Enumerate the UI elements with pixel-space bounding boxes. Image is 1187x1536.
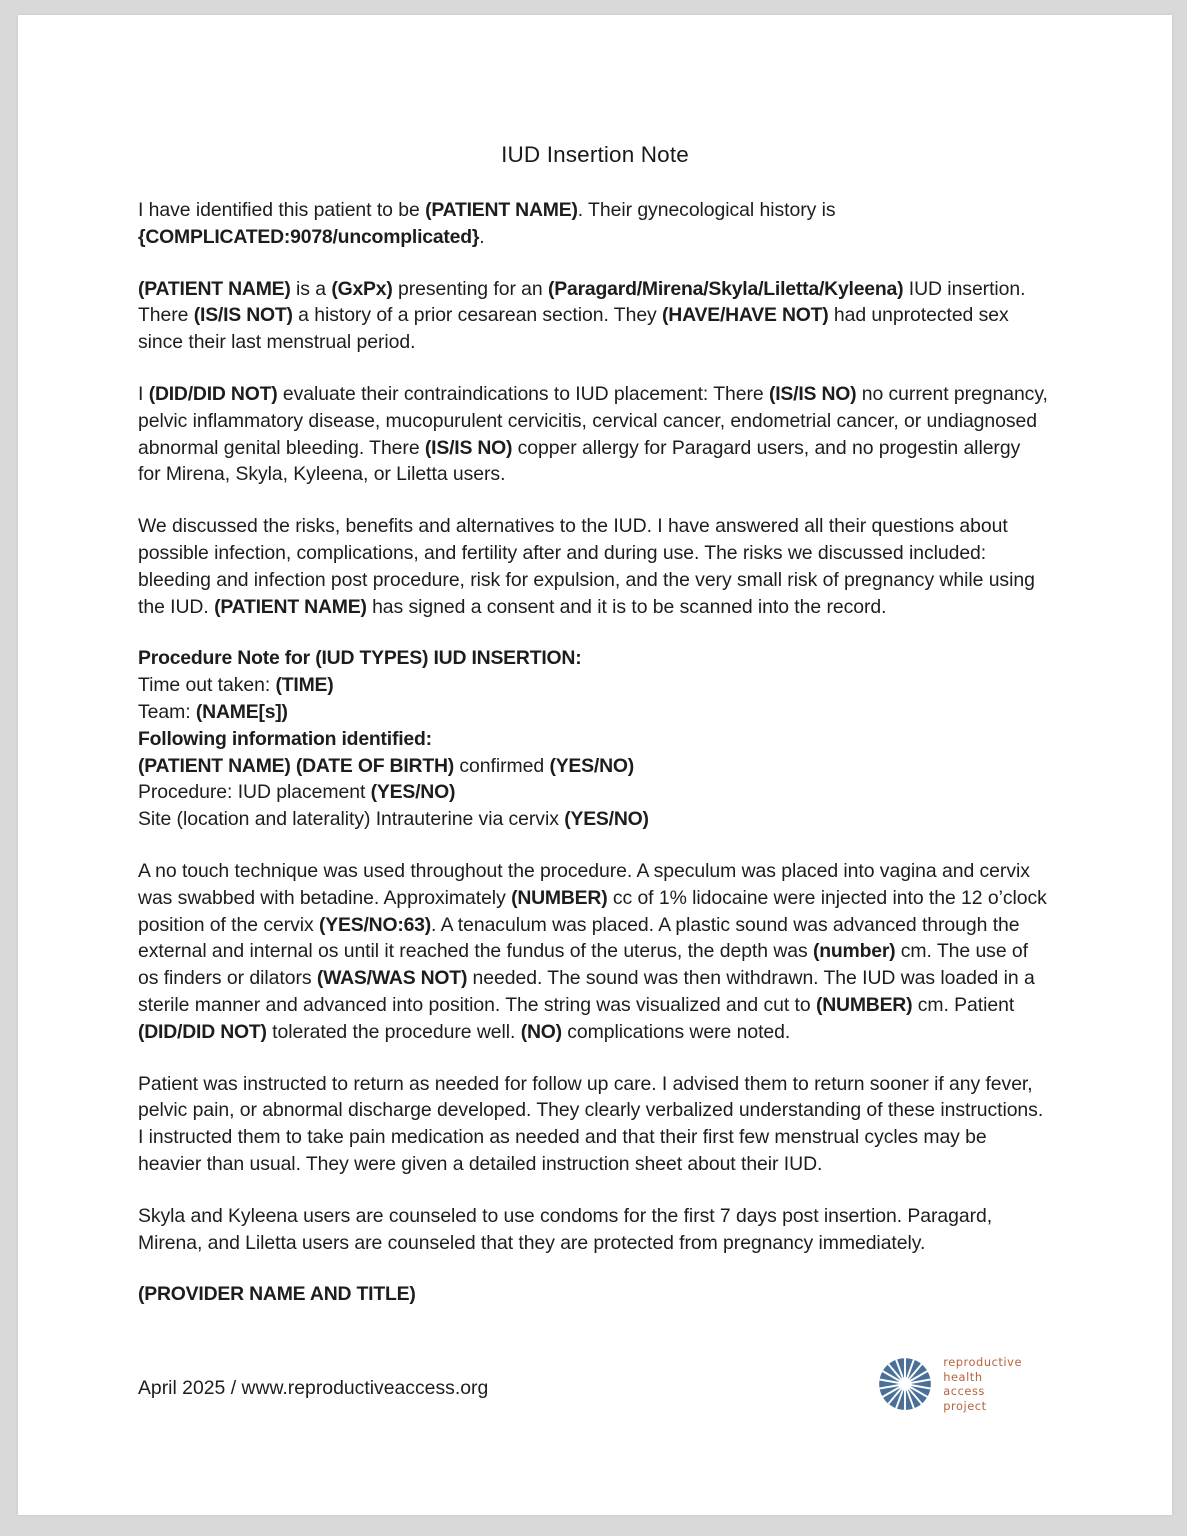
text-segment: . Their gynecological history is <box>577 199 836 221</box>
document-page <box>18 15 1172 1515</box>
text-segment: a history of a prior cesarean section. They <box>292 304 663 327</box>
line-team <box>138 699 1048 726</box>
paragraph-technique <box>138 858 1048 1046</box>
logo-line-3: access <box>943 1384 985 1399</box>
label-text: Site (location and laterality) Intrauterine via cervix <box>138 808 565 831</box>
procedure-note-heading <box>138 645 1048 672</box>
organization-logo <box>878 1355 1022 1413</box>
placeholder-string-length: (NUMBER) <box>815 993 913 1016</box>
text-segment: copper allergy for Paragard users, and no progestin allergy for Mirena, Skyla, Kyleena, or Liletta users. <box>138 436 1021 486</box>
text-segment: no current pregnancy, pelvic inflammatory disease, mucopurulent cervicitis, cervical cancer, endometrial cancer, or undiagnosed abnormal genital bleeding. There <box>138 382 1048 459</box>
document-body <box>138 197 1048 1308</box>
paragraph-consent <box>138 513 1048 620</box>
placeholder-tolerated: (DID/DID NOT) <box>138 1020 267 1043</box>
label-text: Procedure: IUD placement <box>138 781 371 804</box>
text-segment: tolerated the procedure well. <box>266 1020 521 1043</box>
text-segment: confirmed <box>454 754 550 777</box>
placeholder-yes-no-procedure: (YES/NO) <box>370 781 456 804</box>
line-identity-confirmation <box>138 753 1048 780</box>
paragraph-counseling: Skyla and Kyleena users are counseled to use condoms for the first 7 days post insertion. Paragard, Mirena, and Liletta users are counseled that they are protected from pregnancy immediately. <box>138 1204 993 1254</box>
text-segment: has signed a consent and it is to be scanned into the record. <box>366 595 887 618</box>
text-segment: cc of 1% lidocaine were injected into the 12 o’clock position of the cervix <box>138 886 1047 936</box>
text-segment: presenting for an <box>392 277 548 300</box>
logo-line-1: reproductive <box>943 1355 1022 1369</box>
placeholder-dilators-needed: (WAS/WAS NOT) <box>316 967 468 990</box>
placeholder-provider-name-title: (PROVIDER NAME AND TITLE) <box>138 1283 416 1306</box>
text-segment: I <box>138 382 149 405</box>
heading-text: Procedure Note for (IUD TYPES) IUD INSERTION: <box>138 647 582 670</box>
text-segment: had unprotected sex since their last menstrual period. <box>138 304 1009 354</box>
placeholder-gyn-history: {COMPLICATED:9078/uncomplicated} <box>138 225 480 248</box>
text-segment: evaluate their contraindications to IUD placement: There <box>277 382 769 405</box>
paragraph-aftercare: Patient was instructed to return as needed for follow up care. I advised them to return sooner if any fever, pelvic pain, or abnormal discharge developed. They clearly verbalized understanding of these instructions. I instructed them to take pain medication as needed and that their first few menstrual cycles may be heavier than usual. They were given a detailed instruction sheet about their IUD. <box>138 1072 1044 1175</box>
placeholder-complications: (NO) <box>520 1020 562 1043</box>
procedure-note-block <box>138 645 1048 833</box>
placeholder-is-no-2: (IS/IS NO) <box>424 436 513 459</box>
text-segment: needed. The sound was then withdrawn. The IUD was loaded in a sterile manner and advanced into position. The string was visualized and cut to <box>138 967 1035 1016</box>
text-segment: We discussed the risks, benefits and alternatives to the IUD. I have answered all their questions about possible infection, complications, and fertility after and during use. The risks we discussed included: bleeding and infection post procedure, risk for expulsion, and the very small risk of pregnancy while using the IUD. <box>138 515 1035 618</box>
placeholder-yes-no-63: (YES/NO:63) <box>319 913 432 936</box>
placeholder-patient-dob: (PATIENT NAME) (DATE OF BIRTH) <box>138 754 455 777</box>
line-time-out <box>138 672 1048 699</box>
text-segment: . A tenaculum was placed. A plastic sound was advanced through the external and internal os until it reached the fundus of the uterus, the depth was <box>138 913 1020 963</box>
placeholder-uterine-depth: (number) <box>813 940 896 963</box>
paragraph-signature <box>138 1281 1048 1308</box>
placeholder-patient-name: (PATIENT NAME) <box>138 277 291 300</box>
label-text: Team: <box>138 700 196 723</box>
paragraph-presentation <box>138 276 1048 356</box>
text-segment: IUD insertion. There <box>138 277 1026 327</box>
text-segment: cm. Patient <box>912 993 1015 1016</box>
text-segment: I have identified this patient to be <box>138 199 426 221</box>
placeholder-time: (TIME) <box>275 674 334 697</box>
placeholder-patient-name: (PATIENT NAME) <box>425 199 578 221</box>
logo-wordmark <box>943 1355 1022 1413</box>
text-segment: cm. The use of os finders or dilators <box>138 940 1028 990</box>
placeholder-yes-no-site: (YES/NO) <box>564 808 649 831</box>
placeholder-unprotected-sex: (HAVE/HAVE NOT) <box>662 304 829 327</box>
label-text: Following information identified: <box>138 727 432 750</box>
paragraph-contraindications <box>138 381 1048 488</box>
footer-credit: April 2025 / www.reproductiveaccess.org <box>138 1377 489 1399</box>
placeholder-team-names: (NAME[s]) <box>195 700 288 723</box>
placeholder-did-evaluate: (DID/DID NOT) <box>148 382 278 405</box>
line-procedure-verification <box>138 779 1048 806</box>
starburst-circle-icon <box>878 1357 932 1411</box>
page-footer <box>138 1355 1112 1447</box>
paragraph-identification <box>138 197 1048 251</box>
text-segment: A no touch technique was used throughout the procedure. A speculum was placed into vagina and cervix was swabbed with betadine. Approximately <box>138 859 1030 909</box>
placeholder-is-no-1: (IS/IS NO) <box>768 382 857 405</box>
placeholder-yes-no-confirm: (YES/NO) <box>549 754 635 777</box>
line-site-verification <box>138 806 1048 833</box>
page-title: IUD Insertion Note <box>501 142 689 167</box>
placeholder-patient-name: (PATIENT NAME) <box>214 595 367 618</box>
logo-line-2: health <box>943 1369 983 1384</box>
placeholder-iud-brand: (Paragard/Mirena/Skyla/Liletta/Kyleena) <box>548 277 904 300</box>
placeholder-lidocaine-amount: (NUMBER) <box>511 886 608 909</box>
text-segment: complications were noted. <box>561 1020 791 1043</box>
text-segment: is a <box>290 277 332 300</box>
line-following-information <box>138 726 1048 753</box>
placeholder-gravida-para: (GxPx) <box>331 277 393 300</box>
text-segment: . <box>479 225 485 248</box>
label-text: Time out taken: <box>138 674 276 697</box>
placeholder-cesarean-history: (IS/IS NOT) <box>193 304 293 327</box>
logo-line-4: project <box>943 1398 987 1413</box>
